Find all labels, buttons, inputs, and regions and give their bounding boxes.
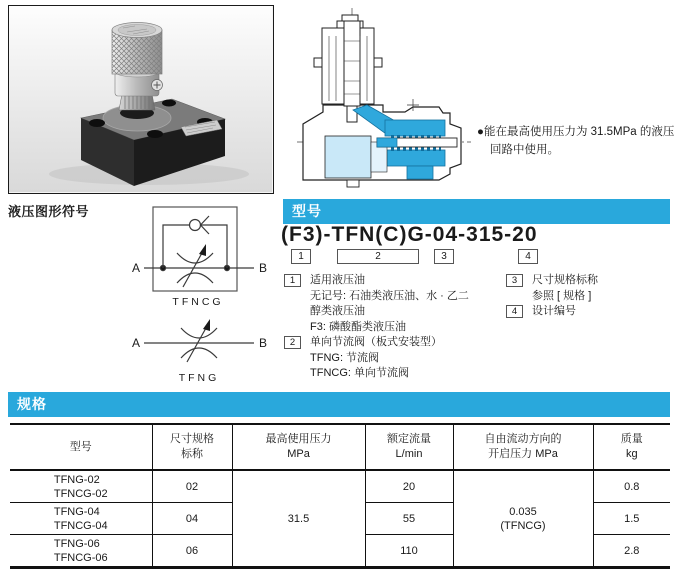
cross-section-diagram (293, 6, 473, 190)
usage-note-text: 能在最高使用压力为 31.5MPa 的液压回路中使用。 (483, 126, 675, 156)
model-notes-left (283, 273, 501, 382)
model-section-header (283, 199, 670, 224)
cell-size: 04 (152, 503, 232, 535)
note-line: 设计编号 (532, 305, 576, 317)
cell-mass: 1.5 (593, 503, 670, 535)
note-num-2: 2 (284, 336, 301, 349)
note-line: F3: 磷酸酯类液压油 (310, 320, 406, 333)
table-row (10, 470, 670, 503)
model-notes-right (505, 273, 675, 320)
note-line: 尺寸规格标称 (532, 274, 598, 286)
port-label-b2: B (258, 336, 268, 350)
cell-flow: 20 (365, 470, 453, 503)
note-line: 单向节流阀（板式安装型） (310, 336, 442, 348)
col-max-pressure: 最高使用压力 MPa (232, 424, 365, 470)
product-photo-frame (8, 5, 274, 194)
spec-table (10, 423, 670, 569)
note-line: TFNG: 节流阀 (310, 351, 380, 364)
port-label-a: A (131, 261, 141, 275)
callout-2: 2 (337, 249, 419, 264)
spec-section-header (8, 392, 670, 417)
callout-3: 3 (434, 249, 454, 264)
col-size: 尺寸规格 标称 (152, 424, 232, 470)
spec-section-title: 规格 (17, 396, 47, 412)
tfng-symbol-label: TFNG (178, 372, 220, 384)
port-label-a2: A (131, 336, 141, 350)
cell-opening-pressure: 0.035 (TFNCG) (453, 470, 593, 568)
spec-header-row (10, 424, 670, 470)
tfng-symbol (144, 319, 254, 362)
spec-table-wrap (10, 423, 670, 569)
cell-flow: 110 (365, 535, 453, 568)
col-model: 型号 (10, 424, 152, 470)
cell-mass: 2.8 (624, 544, 640, 557)
col-mass: 质量 kg (593, 424, 670, 470)
note-line: 参照 [ 规格 ] (532, 289, 592, 302)
hydraulic-symbols (118, 203, 282, 389)
bullet-icon: ● (477, 126, 484, 138)
callout-4: 4 (518, 249, 538, 264)
symbols-section-title: 液压图形符号 (8, 204, 90, 219)
tfncg-symbol (144, 207, 254, 291)
usage-note (477, 124, 676, 160)
note-line: 适用液压油 (310, 274, 365, 286)
product-photo (9, 6, 272, 192)
model-section-title: 型号 (292, 203, 322, 219)
cell-model: TFNG-06 TFNCG-06 (10, 535, 152, 568)
note-num-4: 4 (506, 305, 523, 318)
note-num-1: 1 (284, 274, 301, 287)
cell-mass: 0.8 (593, 470, 670, 503)
note-line: 醇类液压油 (310, 305, 365, 317)
cell-flow: 55 (365, 503, 453, 535)
callout-1: 1 (291, 249, 311, 264)
note-num-3: 3 (506, 274, 523, 287)
col-rated-flow: 额定流量 L/min (365, 424, 453, 470)
port-label-b: B (258, 261, 268, 275)
tfncg-symbol-label: TFNCG (172, 296, 224, 308)
cell-model: TFNG-02 TFNCG-02 (10, 470, 152, 503)
cell-size: 06 (152, 535, 232, 568)
model-code: (F3)-TFN(C)G-04-315-20 (281, 223, 538, 246)
note-line: TFNCG: 单向节流阀 (310, 367, 409, 379)
col-opening-pressure: 自由流动方向的 开启压力 MPa (453, 424, 593, 470)
cell-max-pressure: 31.5 (232, 470, 365, 568)
note-line: 无记号: 石油类液压油、水 · 乙二 (310, 289, 469, 302)
cell-size: 02 (152, 470, 232, 503)
cell-model: TFNG-04 TFNCG-04 (10, 503, 152, 535)
